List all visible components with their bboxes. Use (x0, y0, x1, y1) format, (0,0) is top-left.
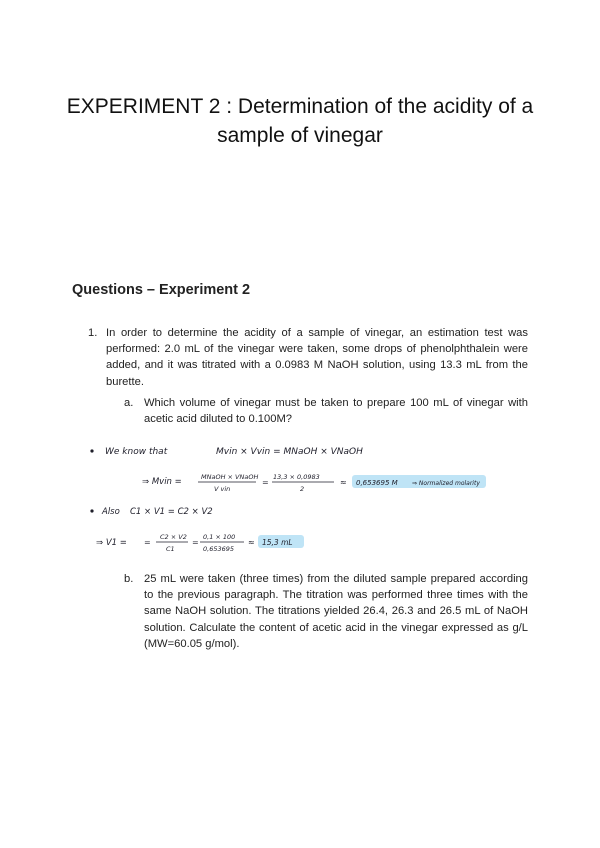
hw-equals: ≈ (340, 478, 347, 487)
hw-line2-frac2-num: 13,3 × 0,0983 (273, 473, 320, 481)
title-line-1: EXPERIMENT 2 : Determination of the acidity of a (66, 95, 534, 118)
hw-line2-frac1-num: MNaOH × VNaOH (201, 473, 259, 481)
hw-line4-frac2-num: 0,1 × 100 (203, 533, 236, 541)
hw-line1-equation: Mvin × Vvin = MNaOH × VNaOH (216, 447, 363, 457)
hw-line2-result: 0,653695 M (356, 479, 398, 487)
section-heading: Questions – Experiment 2 (72, 282, 251, 298)
hw-equals: ≈ (248, 538, 255, 547)
hw-line2-lhs: ⇒ Mvin = (142, 477, 182, 487)
hw-line2-frac1-den: V vin (214, 485, 231, 493)
question-1-text: In order to determine the acidity of a sample of vinegar, an estimation test was performed: 2.0 mL of the vinegar were taken, some drops of phenolphthalein were added, and it was titrated with a 0.0983 M NaOH solution, using 13.3 mL from the burette. (106, 327, 528, 388)
bullet-dot (90, 449, 93, 452)
question-a-text: Which volume of vinegar must be taken to prepare 100 mL of vinegar with acetic acid diluted to 0.100M? (144, 397, 528, 426)
hw-line4-frac1-num: C2 × V2 (160, 533, 187, 541)
hw-line2-note: ⇒ Normalized molarity (412, 480, 480, 487)
title-line-2: sample of vinegar (217, 124, 383, 147)
hw-line3-intro: Also (102, 507, 120, 517)
question-a-number: a. (124, 397, 134, 409)
hw-line4-frac1-den: C1 (166, 545, 175, 553)
hw-line4-result: 15,3 mL (262, 538, 293, 547)
hw-line2-frac2-den: 2 (300, 485, 305, 493)
hw-equals: = (144, 538, 151, 547)
hw-line3-equation: C1 × V1 = C2 × V2 (130, 507, 213, 517)
bullet-dot (90, 509, 93, 512)
hw-equals: = (262, 478, 269, 487)
hw-line1-intro: We know that (105, 447, 168, 457)
hw-line4-lhs: ⇒ V1 = (96, 538, 127, 548)
question-b (124, 571, 528, 652)
question-b-number: b. (124, 573, 134, 585)
question-1-number: 1. (88, 327, 98, 339)
hw-equals: = (192, 538, 199, 547)
hw-line4-frac2-den: 0,653695 (203, 545, 235, 553)
question-b-text: 25 mL were taken (three times) from the diluted sample prepared according to the previous paragraph. The titration was performed three times with the same NaOH solution. The titrations yielded 26.4, 26.3 and 26.5 mL of NaOH solution. Calculate the content of acetic acid in the vinegar expressed as g/L (MW=60.05 g/mol). (144, 573, 528, 650)
